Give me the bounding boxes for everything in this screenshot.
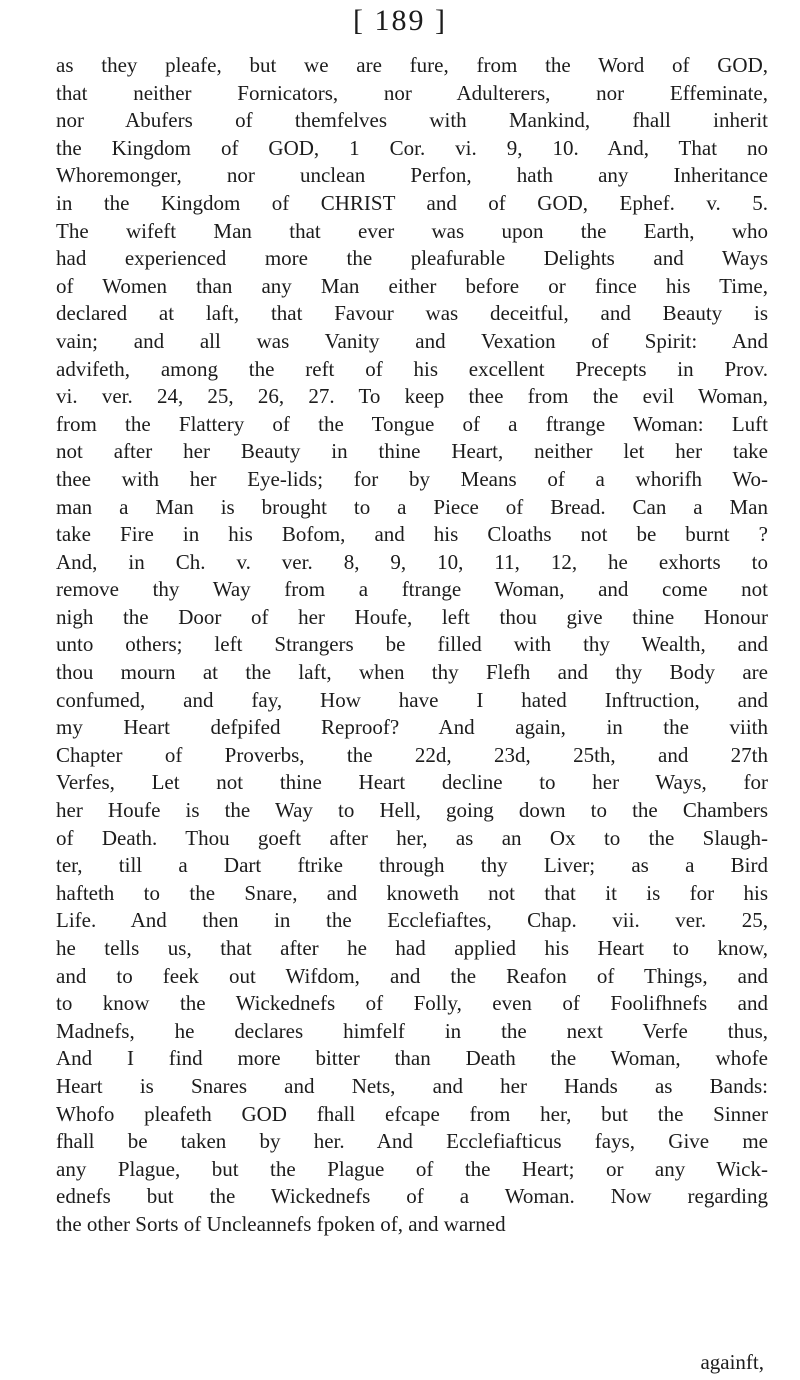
text-line: Life. And then in the Ecclefiaftes, Chap. vii. ver. 25, <box>56 908 768 933</box>
text-line: ter, till a Dart ftrike through thy Liver; as a Bird <box>56 853 768 878</box>
text-line: hafteth to the Snare, and knoweth not that it is for his <box>56 880 768 905</box>
text-line: her Houfe is the Way to Hell, going down to the Chambers <box>56 798 768 823</box>
text-line: had experienced more the pleafurable Delights and Ways <box>56 246 768 271</box>
text-line: advifeth, among the reft of his excellent Precepts in Prov. <box>56 356 768 381</box>
text-line: not after her Beauty in thine Heart, neither let her take <box>56 439 768 464</box>
text-line: that neither Fornicators, nor Adulterers, nor Effeminate, <box>56 80 768 105</box>
text-line: man a Man is brought to a Piece of Bread. Can a Man <box>56 494 768 519</box>
text-line: vi. ver. 24, 25, 26, 27. To keep thee from the evil Woman, <box>56 384 768 409</box>
text-line: vain; and all was Vanity and Vexation of Spirit: And <box>56 328 768 353</box>
body-text <box>56 52 768 1239</box>
text-line: thou mourn at the laft, when thy Flefh and thy Body are <box>56 660 768 685</box>
text-line: Whofo pleafeth GOD fhall efcape from her, but the Sinner <box>56 1101 768 1126</box>
text-line: in the Kingdom of CHRIST and of GOD, Ephef. v. 5. <box>56 190 768 215</box>
text-line: unto others; left Strangers be filled with thy Wealth, and <box>56 632 768 657</box>
text-line: of Death. Thou goeft after her, as an Ox to the Slaugh- <box>56 825 768 850</box>
text-line: thee with her Eye-lids; for by Means of a whorifh Wo- <box>56 466 768 491</box>
catchword: againft, <box>700 1350 764 1374</box>
text-line: the Kingdom of GOD, 1 Cor. vi. 9, 10. And, That no <box>56 135 768 160</box>
text-line: fhall be taken by her. And Ecclefiafticus fays, Give me <box>56 1129 768 1154</box>
text-line: to know the Wickednefs of Folly, even of Foolifhnefs and <box>56 991 768 1016</box>
text-line: And I find more bitter than Death the Woman, whofe <box>56 1046 768 1071</box>
text-line: nigh the Door of her Houfe, left thou give thine Honour <box>56 604 768 629</box>
text-line: my Heart defpifed Reproof? And again, in the viith <box>56 715 768 740</box>
text-line: Whoremonger, nor unclean Perfon, hath any Inheritance <box>56 163 768 188</box>
text-line: declared at laft, that Favour was deceitful, and Beauty is <box>56 301 768 326</box>
text-line: Madnefs, he declares himfelf in the next Verfe thus, <box>56 1018 768 1043</box>
text-line: Verfes, Let not thine Heart decline to her Ways, for <box>56 770 768 795</box>
text-line: from the Flattery of the Tongue of a ftrange Woman: Luft <box>56 411 768 436</box>
page-number: [ 189 ] <box>353 4 447 37</box>
text-line: as they pleafe, but we are fure, from the Word of GOD, <box>56 53 768 77</box>
text-line: and to feek out Wifdom, and the Reafon of Things, and <box>56 963 768 988</box>
text-line: Chapter of Proverbs, the 22d, 23d, 25th, and 27th <box>56 742 768 767</box>
text-line: Heart is Snares and Nets, and her Hands as Bands: <box>56 1073 768 1098</box>
text-line: confumed, and fay, How have I hated Inftruction, and <box>56 687 768 712</box>
text-line: he tells us, that after he had applied his Heart to know, <box>56 936 768 960</box>
text-line: take Fire in his Bofom, and his Cloaths not be burnt ? <box>56 522 768 547</box>
text-line: remove thy Way from a ftrange Woman, and come not <box>56 577 768 602</box>
text-line: the other Sorts of Uncleannefs fpoken of, and warned <box>56 1211 506 1236</box>
text-line: of Women than any Man either before or fince his Time, <box>56 273 768 298</box>
text-line: And, in Ch. v. ver. 8, 9, 10, 11, 12, he exhorts to <box>56 549 768 574</box>
text-line: The wifeft Man that ever was upon the Earth, who <box>56 218 768 243</box>
text-line: ednefs but the Wickednefs of a Woman. Now regarding <box>56 1184 768 1209</box>
text-line: nor Abufers of themfelves with Mankind, fhall inherit <box>56 108 768 133</box>
text-line: any Plague, but the Plague of the Heart; or any Wick- <box>56 1156 768 1181</box>
